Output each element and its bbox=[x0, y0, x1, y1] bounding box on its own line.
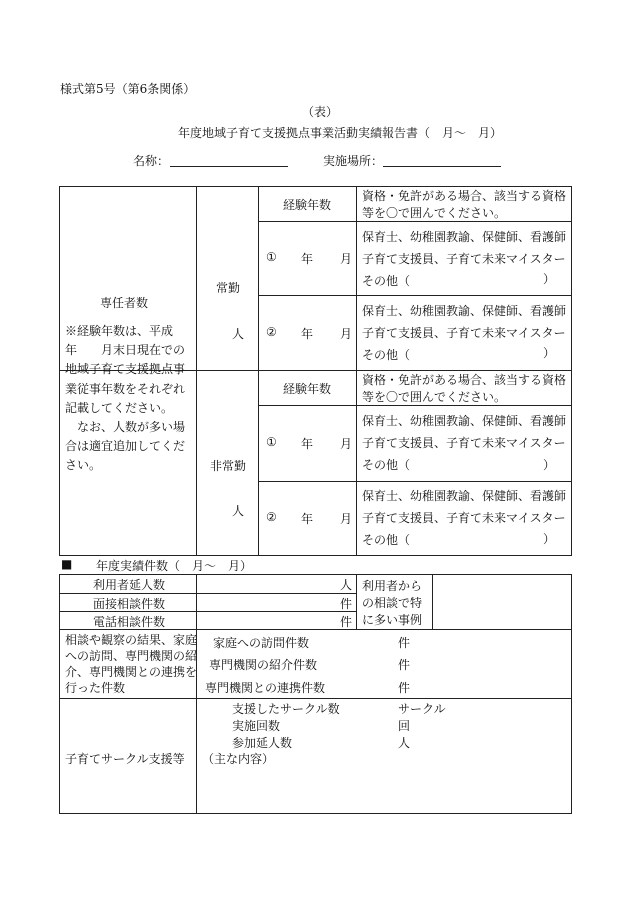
place-label: 実施場所： bbox=[323, 154, 384, 168]
many-cases-field[interactable] bbox=[434, 576, 570, 627]
results-heading-mark: ■ bbox=[61, 557, 73, 571]
row-number: ② bbox=[266, 325, 277, 339]
year-unit[interactable]: 年 bbox=[301, 437, 314, 451]
sessions-unit[interactable]: 回 bbox=[398, 719, 411, 733]
years-header: 経験年数 bbox=[283, 198, 332, 212]
intro-unit[interactable]: 件 bbox=[398, 658, 411, 672]
users-label: 利用者延人数 bbox=[93, 578, 166, 592]
row-number: ① bbox=[266, 435, 277, 449]
month-unit[interactable]: 月 bbox=[340, 437, 353, 451]
interview-label: 面接相談件数 bbox=[93, 597, 166, 611]
staff-note-line: なお、人数が多い場 bbox=[65, 419, 186, 434]
circle-label: 子育てサークル支援等 bbox=[65, 752, 185, 766]
fulltime-unit: 人 bbox=[232, 327, 245, 341]
fulltime-label: 常勤 bbox=[216, 281, 241, 295]
quals-header bbox=[362, 188, 566, 223]
qual-other: その他（ bbox=[362, 274, 411, 288]
phone-label: 電話相談件数 bbox=[93, 615, 166, 629]
qual-line: 子育て支援員、子育て未来マイスター bbox=[362, 252, 566, 266]
qual-line: 子育て支援員、子育て未来マイスター bbox=[362, 436, 566, 450]
participants-unit[interactable]: 人 bbox=[398, 736, 411, 750]
staff-count-label: 専任者数 bbox=[100, 296, 149, 310]
quals-header-line: 等を〇で囲んでください。 bbox=[362, 390, 507, 405]
qual-options[interactable] bbox=[362, 226, 566, 292]
qual-line: 子育て支援員、子育て未来マイスター bbox=[362, 511, 566, 525]
qual-close: ） bbox=[543, 272, 556, 286]
circles-supported-label: 支援したサークル数 bbox=[232, 702, 340, 716]
participants-label: 参加延人数 bbox=[232, 736, 293, 750]
quals-header-line: 資格・免許がある場合、該当する資格 bbox=[362, 189, 567, 203]
many-cases-line: の相談で特 bbox=[362, 596, 423, 610]
intro-label: 専門機関の紹介件数 bbox=[209, 658, 318, 672]
month-unit[interactable]: 月 bbox=[340, 252, 353, 266]
staff-note-line: さい。 bbox=[65, 458, 102, 473]
staff-note-line: 合は適宜追加してくだ bbox=[65, 439, 186, 454]
qual-line: 保育士、幼稚園教諭、保健師、看護師 bbox=[362, 304, 567, 318]
year-unit[interactable]: 年 bbox=[301, 252, 314, 266]
qual-line: 保育士、幼稚園教諭、保健師、看護師 bbox=[362, 230, 567, 244]
parttime-unit: 人 bbox=[232, 504, 245, 518]
staff-note-line: 記載してください。 bbox=[65, 400, 174, 415]
parttime-label: 非常勤 bbox=[210, 459, 247, 473]
staff-note bbox=[65, 322, 195, 476]
referral-label-line: 介、専門機関との連携を bbox=[65, 665, 198, 679]
referral-label-line: への訪問、専門機関の紹 bbox=[65, 649, 198, 663]
coop-label: 専門機関との連携件数 bbox=[205, 681, 326, 695]
years-header: 経験年数 bbox=[283, 382, 332, 396]
qual-other: その他（ bbox=[362, 458, 411, 472]
interview-unit[interactable]: 件 bbox=[340, 597, 353, 611]
year-unit[interactable]: 年 bbox=[301, 327, 314, 341]
place-field[interactable] bbox=[383, 152, 501, 167]
year-unit[interactable]: 年 bbox=[301, 512, 314, 526]
qual-other: その他（ bbox=[362, 533, 411, 547]
coop-unit[interactable]: 件 bbox=[398, 681, 411, 695]
home-visit-label: 家庭への訪問件数 bbox=[213, 636, 310, 650]
circles-unit[interactable]: サークル bbox=[398, 702, 446, 716]
referral-label-line: 行った件数 bbox=[65, 681, 126, 695]
quals-header-line: 等を〇で囲んでください。 bbox=[362, 206, 507, 221]
phone-unit[interactable]: 件 bbox=[340, 615, 353, 629]
sessions-label: 実施回数 bbox=[232, 719, 281, 733]
staff-note-line: 業従事年数をそれぞれ bbox=[65, 381, 186, 396]
row-number: ① bbox=[266, 250, 277, 264]
name-field[interactable] bbox=[170, 152, 288, 167]
users-unit[interactable]: 人 bbox=[340, 578, 353, 592]
staff-note-line: 年 月末日現在での bbox=[65, 343, 186, 358]
qual-line: 子育て支援員、子育て未来マイスター bbox=[362, 326, 566, 340]
front-label: （表） bbox=[302, 105, 339, 119]
referral-label-line: 相談や観察の結果、家庭 bbox=[65, 633, 198, 647]
qual-line: 保育士、幼稚園教諭、保健師、看護師 bbox=[362, 489, 567, 503]
staff-note-line: 地域子育て支援拠点事 bbox=[65, 362, 186, 377]
many-cases-line: 利用者から bbox=[362, 579, 423, 593]
name-label: 名称： bbox=[133, 154, 170, 168]
many-cases-label bbox=[362, 578, 422, 629]
month-unit[interactable]: 月 bbox=[340, 327, 353, 341]
qual-close: ） bbox=[543, 532, 556, 546]
row-number: ② bbox=[266, 510, 277, 524]
qual-options[interactable] bbox=[362, 485, 566, 551]
staff-note-line: ※経験年数は、平成 bbox=[65, 324, 174, 338]
many-cases-line: に多い事例 bbox=[362, 613, 423, 627]
document-title: 年度地域子育て支援拠点事業活動実績報告書（ 月～ 月） bbox=[178, 126, 503, 140]
qual-close: ） bbox=[543, 458, 556, 472]
results-heading: 年度実績件数（ 月～ 月） bbox=[96, 559, 253, 573]
qual-options[interactable] bbox=[362, 300, 566, 366]
qual-other: その他（ bbox=[362, 348, 411, 362]
quals-header bbox=[362, 372, 566, 407]
form-number: 様式第5号（第6条関係） bbox=[60, 82, 196, 96]
qual-line: 保育士、幼稚園教諭、保健師、看護師 bbox=[362, 414, 567, 428]
main-content-field[interactable] bbox=[200, 768, 570, 812]
month-unit[interactable]: 月 bbox=[340, 512, 353, 526]
qual-options[interactable] bbox=[362, 410, 566, 476]
qual-close: ） bbox=[543, 346, 556, 360]
quals-header-line: 資格・免許がある場合、該当する資格 bbox=[362, 373, 567, 387]
home-visit-unit[interactable]: 件 bbox=[398, 636, 411, 650]
referral-label bbox=[65, 632, 197, 696]
main-content-label: （主な内容） bbox=[202, 752, 275, 766]
